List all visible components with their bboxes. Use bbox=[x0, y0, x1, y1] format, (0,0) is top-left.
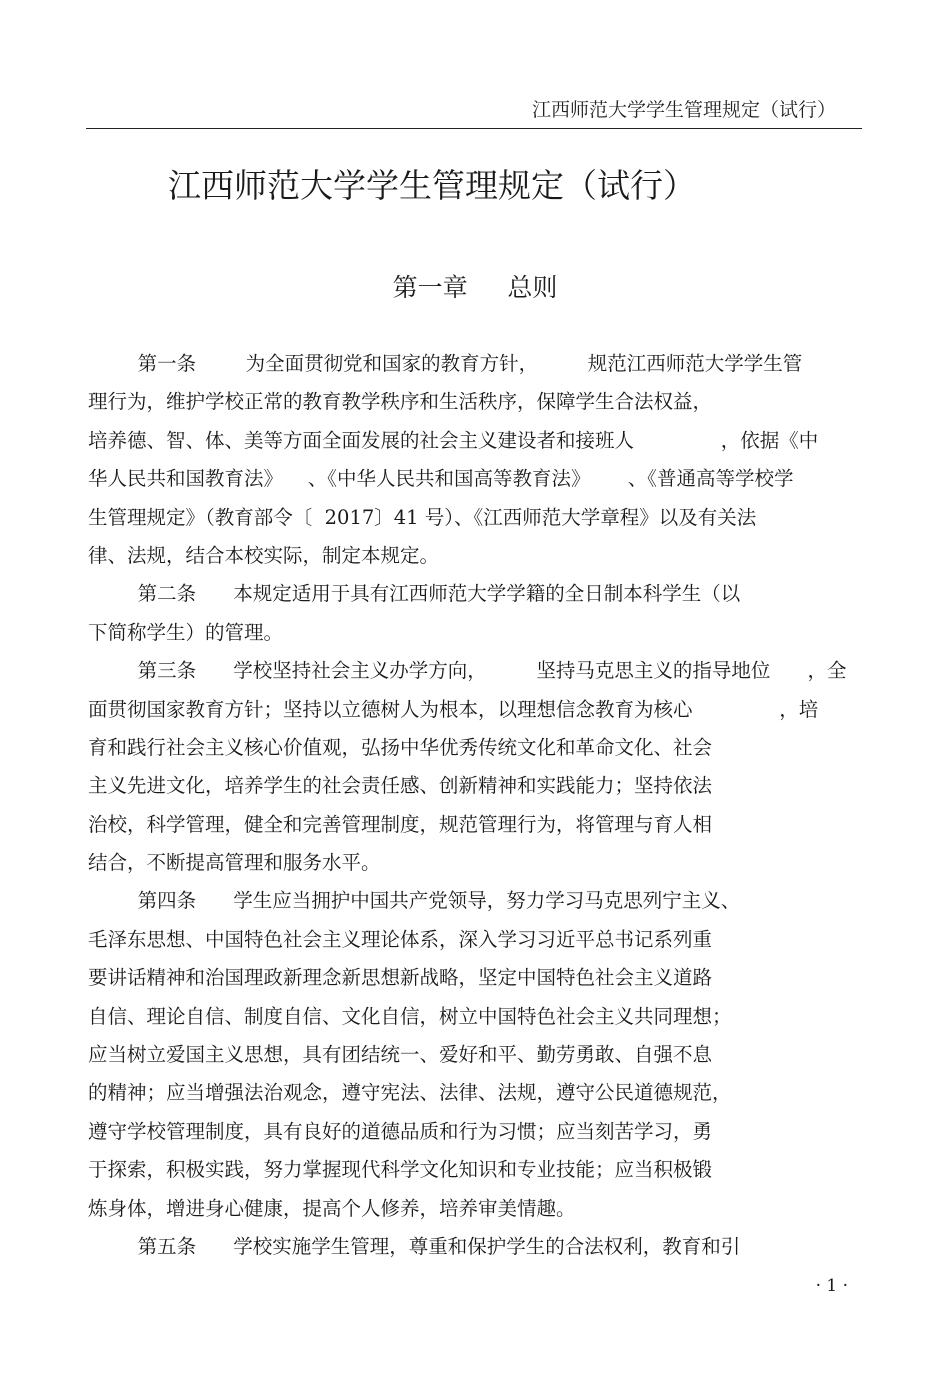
text-line: 于探索，积极实践，努力掌握现代科学文化知识和专业技能；应当积极锻 bbox=[88, 1158, 713, 1182]
text-line: 应当树立爱国主义思想，具有团结统一、爱好和平、勤劳勇敢、自强不息 bbox=[88, 1043, 713, 1067]
page-number: · 1 · bbox=[815, 1276, 848, 1296]
text-line: 第一条 为全面贯彻党和国家的教育方针， 规范江西师范大学学生管 bbox=[88, 352, 803, 375]
text-line: 自信、理论自信、制度自信、文化自信，树立中国特色社会主义共同理想； bbox=[88, 1004, 732, 1028]
header-rule bbox=[86, 128, 862, 129]
article-5 bbox=[88, 1228, 868, 1266]
text-line: 面贯彻国家教育方针；坚持以立德树人为根本，以理想信念教育为核心 ，培 bbox=[88, 697, 819, 721]
article-2 bbox=[88, 575, 868, 652]
document-title: 江西师范大学学生管理规定（试行） bbox=[168, 166, 696, 205]
text-line: 第三条 学校坚持社会主义办学方向， 坚持马克思主义的指导地位 ，全 bbox=[88, 659, 847, 683]
article-4 bbox=[88, 882, 868, 1228]
text-line: 生管理规定》（教育部令〔 2017〕41 号）、《江西师范大学章程》以及有关法 bbox=[88, 505, 757, 529]
text-line: 遵守学校管理制度，具有良好的道德品质和行为习惯；应当刻苦学习，勇 bbox=[88, 1119, 713, 1143]
article-1 bbox=[88, 345, 868, 575]
text-line: 律、法规，结合本校实际，制定本规定。 bbox=[88, 543, 440, 567]
chapter-heading: 第一章 总则 bbox=[392, 273, 558, 302]
text-line: 毛泽东思想、中国特色社会主义理论体系，深入学习习近平总书记系列重 bbox=[88, 927, 713, 951]
text-line: 第五条 学校实施学生管理，尊重和保护学生的合法权利，教育和引 bbox=[88, 1234, 741, 1258]
text-line: 结合，不断提高管理和服务水平。 bbox=[88, 851, 381, 875]
text-line: 育和践行社会主义核心价值观，弘扬中华优秀传统文化和革命文化、社会 bbox=[88, 735, 713, 759]
text-line: 主义先进文化，培养学生的社会责任感、创新精神和实践能力；坚持依法 bbox=[88, 774, 713, 798]
article-3 bbox=[88, 652, 868, 882]
body-text bbox=[88, 345, 868, 1266]
text-line: 第四条 学生应当拥护中国共产党领导，努力学习马克思列宁主义、 bbox=[88, 889, 741, 913]
text-line: 治校，科学管理，健全和完善管理制度，规范管理行为，将管理与育人相 bbox=[88, 812, 713, 836]
text-line: 华人民共和国教育法》 、《中华人民共和国高等教育法》 、《普通高等学校学 bbox=[88, 467, 794, 491]
text-line: 炼身体，增进身心健康，提高个人修养，培养审美情趣。 bbox=[88, 1196, 576, 1220]
text-line: 要讲话精神和治国理政新理念新思想新战略，坚定中国特色社会主义道路 bbox=[88, 966, 713, 990]
text-line: 下简称学生）的管理。 bbox=[88, 620, 284, 644]
text-line: 培养德、智、体、美等方面全面发展的社会主义建设者和接班人 ，依据《中 bbox=[88, 428, 819, 452]
text-line: 第二条 本规定适用于具有江西师范大学学籍的全日制本科学生（以 bbox=[88, 582, 741, 606]
text-line: 理行为，维护学校正常的教育教学秩序和生活秩序，保障学生合法权益， bbox=[88, 390, 713, 414]
running-header: 江西师范大学学生管理规定（试行） bbox=[531, 99, 836, 121]
text-line: 的精神；应当增强法治观念，遵守宪法、法律、法规，遵守公民道德规范， bbox=[88, 1081, 732, 1105]
